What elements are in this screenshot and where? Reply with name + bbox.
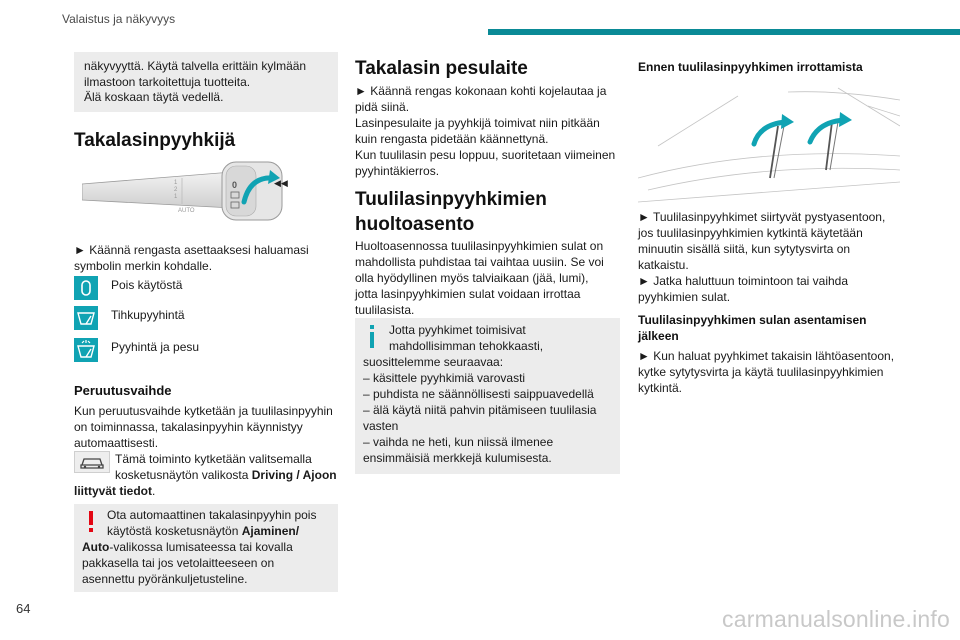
reverse-line: Kun peruutusvaihde kytketään ja tuulilasinpyyhin [74,404,333,418]
note-line: näkyvyyttä. Käytä talvella erittäin kylmään [84,59,307,73]
car-note-line: kosketusnäytön valikosta Driving / Ajoon [115,468,337,482]
reverse-line: automaattisesti. [74,436,159,450]
info-line: – puhdista ne säännöllisesti saippuavedellä [363,387,594,401]
info-line: suosittelemme seuraavaa: [363,355,504,369]
wiper-off-icon [74,276,98,300]
warning-line: käytöstä kosketusnäytön Ajaminen/ [107,524,300,538]
svg-text:1: 1 [174,180,178,186]
heading-rear-wiper: Takalasinpyyhkijä [74,130,236,151]
before-line: minuutin sisällä siitä, kun sytytysvirta on [638,242,851,256]
before-line: katkaistu. [638,258,689,272]
wipe-and-wash-icon [74,338,98,362]
info-icon [367,325,377,349]
before-line: jos tuulilasinpyyhkimien kytkintä käytetään [638,226,863,240]
warning-line: Auto-valikossa lumisateessa tai kovalla [82,540,293,554]
info-line: vasten [363,419,399,433]
before-line: pyyhkimien sulat. [638,290,731,304]
warning-line: pakkasella tai jos vetolaitteeseen on [82,556,275,570]
turn-ring-line: ► Käännä rengasta asettaaksesi haluamasi [74,243,309,257]
info-line: ensimmäisiä merkkejä kulumisesta. [363,451,552,465]
car-note-line: liittyvät tiedot. [74,484,156,498]
svg-text:AUTO: AUTO [178,208,195,214]
washer-line: kuin rengasta pidetään käännettynä. [355,132,549,146]
warning-box [74,504,338,592]
info-box [355,318,620,474]
reverse-line: on toiminnassa, takalasinpyyhin käynnistyy [74,420,303,434]
info-line: – käsittele pyyhkimiä varovasti [363,371,526,385]
mode-label-wash: Pyyhintä ja pesu [111,340,200,354]
heading-after-reinstall: Tuulilasinpyyhkimen sulan asentamisen jälkeen [638,313,867,343]
info-line: Jotta pyyhkimet toimisivat [389,323,526,337]
reinstall-line: kytke sytytysvirta ja käytä tuulilasinpyyhkimien [638,365,884,379]
heading-rear-washer: Takalasin pesulaite [355,58,528,79]
service-line: Huoltoasennossa tuulilasinpyyhkimien sulat on [355,239,604,253]
mode-label-off: Pois käytöstä [111,278,183,292]
watermark: carmanualsonline.info [722,606,950,632]
intermittent-wipe-icon [74,306,98,330]
heading-service-position: Tuulilasinpyyhkimien huoltoasento [355,189,547,235]
windscreen-wipers-illustration [638,86,900,204]
wiper-stalk-illustration [82,158,322,228]
service-line: olla hyödyllinen myös talviaikaan (jää, lumi), [355,271,589,285]
before-line: ► Jatka haluttuun toimintoon tai vaihda [638,274,849,288]
washer-line: pidä siinä. [355,100,410,114]
washer-line: Kun tuulilasin pesu loppuu, suoritetaan viimeinen [355,148,616,162]
warning-exclamation-icon [86,511,96,533]
reinstall-line: ► Kun haluat pyyhkimet takaisin lähtöasentoon, [638,349,895,363]
service-line: mahdollista puhdistaa tai vaihtaa uusiin. Se voi [355,255,604,269]
turn-ring-line: symbolin merkin kohdalle. [74,259,213,273]
info-line: – älä käytä niitä pahvin pitämiseen tuulilasia [363,403,597,417]
service-line: tuulilasista. [355,303,415,317]
car-note-line: Tämä toiminto kytketään valitsemalla [115,452,312,466]
note-line: ilmastoon tarkoitettuja tuotteita. [84,74,251,89]
note-line: Älä koskaan täytä vedellä. [84,90,224,104]
washer-line: pyyhintäkierros. [355,164,440,178]
info-line: – vaihda ne heti, kun niissä ilmenee [363,435,554,449]
continued-note-box [74,52,338,112]
svg-text:2: 2 [174,187,178,193]
washer-line: ► Käännä rengas kokonaan kohti kojelautaa ja [355,84,607,98]
vehicle-settings-icon [74,451,110,473]
mode-label-intermittent: Tihkupyyhintä [111,308,185,322]
warning-line: Ota automaattinen takalasinpyyhin pois [107,508,317,522]
warning-line: asennettu pyöränkuljetusteline. [82,572,248,586]
service-line: jotta lasinpyyhkimien sulat voidaan irrottaa [355,287,581,301]
header-accent-bar [488,29,960,35]
svg-text:◀◀: ◀◀ [274,178,288,188]
svg-text:0: 0 [232,180,238,190]
reinstall-line: kytkintä. [638,381,683,395]
running-header: Valaistus ja näkyvyys [62,12,176,26]
svg-text:1: 1 [174,194,178,200]
heading-before-removal: Ennen tuulilasinpyyhkimen irrottamista [638,60,863,74]
washer-line: Lasinpesulaite ja pyyhkijä toimivat niin pitkään [355,116,600,130]
heading-reverse-gear: Peruutusvaihde [74,383,172,398]
info-line: mahdollisimman tehokkaasti, [389,339,544,353]
before-line: ► Tuulilasinpyyhkimet siirtyvät pystyasentoon, [638,210,886,224]
page-number: 64 [16,601,31,616]
